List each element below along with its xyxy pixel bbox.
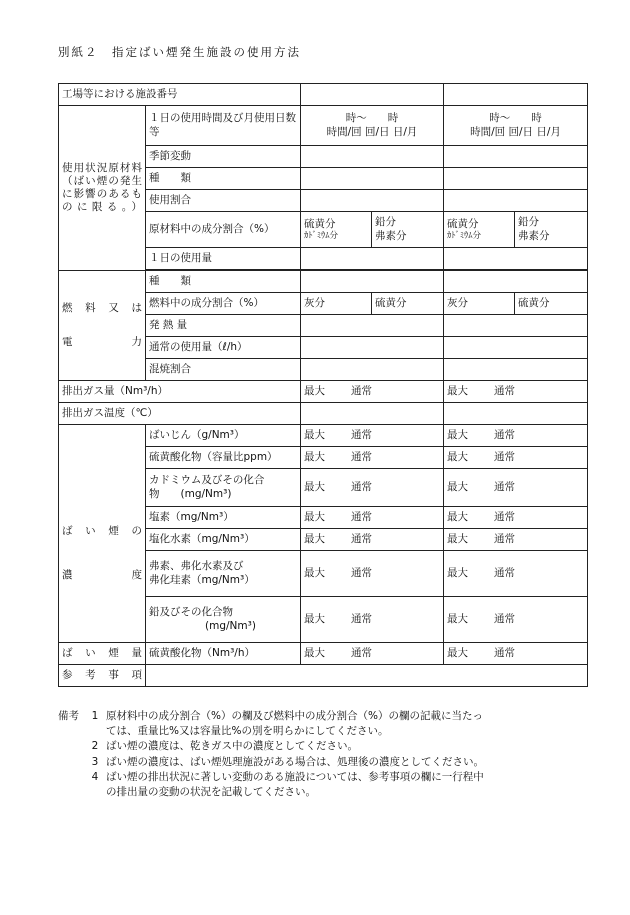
note-item: 備考 1 原材料中の成分割合（%）の欄及び燃料中の成分割合（%）の欄の記載に当たっ <box>58 709 593 724</box>
fuel-component-label: 燃料中の成分割合（%） <box>146 293 301 315</box>
facility-no-label: 工場等における施設番号 <box>59 84 301 106</box>
gas-volume-cell-2[interactable]: 最大 通常 <box>444 381 588 403</box>
hcl-cell-2[interactable]: 最大 通常 <box>444 529 588 551</box>
chlorine-cell-1[interactable]: 最大 通常 <box>301 507 444 529</box>
emission-row <box>59 643 588 665</box>
fuel-kind-label: 種 類 <box>146 271 301 293</box>
normal-use-label: 通常の使用量（ℓ/h） <box>146 337 301 359</box>
lead-label: 鉛分 <box>375 216 396 229</box>
fluorine-conc-label: 弗素、弗化水素及び 弗化珪素（mg/Nm³） <box>146 551 301 597</box>
gas-volume-label: 排出ガス量（Nm³/h） <box>59 381 301 403</box>
mix-ratio-cell-2[interactable] <box>444 359 588 381</box>
notes-label: 備考 <box>58 710 79 722</box>
fluorine-cell-1[interactable]: 最大 通常 <box>301 551 444 597</box>
sox-label: 硫黄酸化物（容量比ppm） <box>146 447 301 469</box>
material-kind-label: 種 類 <box>146 168 301 190</box>
daily-time-row <box>59 106 588 146</box>
time-units-label: 時間/回 回/日 日/月 <box>470 125 561 138</box>
sulfur-label: 硫黄分 <box>304 217 336 230</box>
calorie-cell-1[interactable] <box>301 315 444 337</box>
fuel-ash-cell-1[interactable]: 灰分 <box>301 293 372 315</box>
calorie-label: 発 熱 量 <box>146 315 301 337</box>
usage-ratio-label: 使用割合 <box>146 190 301 212</box>
fuel-kind-cell-2[interactable] <box>444 271 588 293</box>
sox-cell-2[interactable]: 最大 通常 <box>444 447 588 469</box>
component-cell-sulfur-cadmium-1[interactable] <box>301 212 372 248</box>
lead-label: 鉛分 <box>518 216 539 229</box>
fuel-kind-row <box>59 271 588 293</box>
facility-no-row <box>59 84 588 106</box>
sox-cell-1[interactable]: 最大 通常 <box>301 447 444 469</box>
cadmium-cell-2[interactable]: 最大 通常 <box>444 469 588 507</box>
season-label: 季節変動 <box>146 146 301 168</box>
emission-cell-1[interactable]: 最大 通常 <box>301 643 444 665</box>
lead-cell-2[interactable]: 最大 通常 <box>444 597 588 643</box>
dust-cell-2[interactable]: 最大 通常 <box>444 425 588 447</box>
normal-use-cell-2[interactable] <box>444 337 588 359</box>
time-range-label: 時～ 時 <box>345 112 399 125</box>
note-continuation: ては、重量比%又は容量比%の別を明らかにしてください。 <box>106 725 389 738</box>
fuel-kind-cell-1[interactable] <box>301 271 444 293</box>
lead-conc-label: 鉛及びその化合物 (mg/Nm³) <box>146 597 301 643</box>
cadmium-label: ｶﾄﾞﾐｳﾑ分 <box>304 230 339 241</box>
component-cell-sulfur-cadmium-2[interactable] <box>444 212 515 248</box>
facility-no-cell-2[interactable] <box>444 84 588 106</box>
note-item: 2 ばい煙の濃度は、乾きガス中の濃度としてください。 <box>91 740 358 753</box>
emission-category-label: ばい煙量 <box>59 643 146 665</box>
note-item: 4 ばい煙の排出状況に著しい変動のある施設については、参考事項の欄に一行程中 <box>91 770 484 783</box>
fluorine-label: 弗素分 <box>518 229 550 242</box>
hcl-label: 塩化水素（mg/Nm³） <box>146 529 301 551</box>
usage-ratio-cell-2[interactable] <box>444 190 588 212</box>
material-component-label: 原材料中の成分割合（%） <box>146 212 301 248</box>
fluorine-label: 弗素分 <box>375 229 407 242</box>
material-kind-cell-1[interactable] <box>301 168 444 190</box>
cadmium-label: ｶﾄﾞﾐｳﾑ分 <box>447 230 482 241</box>
component-cell-lead-fluorine-1[interactable] <box>372 212 444 248</box>
emission-sox-label: 硫黄酸化物（Nm³/h） <box>146 643 301 665</box>
notes <box>58 709 593 800</box>
daily-time-cell-2[interactable] <box>444 106 588 146</box>
calorie-cell-2[interactable] <box>444 315 588 337</box>
gas-temp-row <box>59 403 588 425</box>
note-item: 3 ばい煙の濃度は、ばい煙処理施設がある場合は、処理後の濃度としてください。 <box>91 755 484 768</box>
facility-no-cell-1[interactable] <box>301 84 444 106</box>
lead-cell-1[interactable]: 最大 通常 <box>301 597 444 643</box>
page-title: 別紙２ 指定ばい煙発生施設の使用方法 <box>58 45 301 59</box>
gas-volume-row <box>59 381 588 403</box>
note-continuation: の排出量の変動の状況を記載してください。 <box>106 786 316 799</box>
material-kind-cell-2[interactable] <box>444 168 588 190</box>
fuel-sulfur-cell-1[interactable]: 硫黄分 <box>372 293 444 315</box>
component-cell-lead-fluorine-2[interactable] <box>515 212 588 248</box>
fluorine-cell-2[interactable]: 最大 通常 <box>444 551 588 597</box>
dust-label: ばいじん（g/Nm³） <box>146 425 301 447</box>
smoke-category-label: ばい煙の 濃度 <box>59 425 146 643</box>
reference-label: 参考事項 <box>59 665 146 687</box>
fuel-category-label: 燃料又は 電力 <box>59 271 146 381</box>
usage-ratio-cell-1[interactable] <box>301 190 444 212</box>
cadmium-cell-1[interactable]: 最大 通常 <box>301 469 444 507</box>
mix-ratio-label: 混焼割合 <box>146 359 301 381</box>
chlorine-cell-2[interactable]: 最大 通常 <box>444 507 588 529</box>
daily-time-cell-1[interactable] <box>301 106 444 146</box>
daily-time-label: １日の使用時間及び月使用日数等 <box>146 106 301 146</box>
emission-cell-2[interactable]: 最大 通常 <box>444 643 588 665</box>
chlorine-label: 塩素（mg/Nm³） <box>146 507 301 529</box>
usage-category-label: 使用状況原材料（ばい煙の発生に影響のあるものに限る。） <box>59 106 146 271</box>
season-cell-1[interactable] <box>301 146 444 168</box>
reference-cell[interactable] <box>146 665 588 687</box>
fuel-sulfur-cell-2[interactable]: 硫黄分 <box>515 293 588 315</box>
daily-use-cell-2[interactable] <box>444 248 588 270</box>
dust-row <box>59 425 588 447</box>
facility-usage-table <box>58 83 588 687</box>
dust-cell-1[interactable]: 最大 通常 <box>301 425 444 447</box>
sulfur-label: 硫黄分 <box>447 217 479 230</box>
gas-temp-cell-2[interactable] <box>444 403 588 425</box>
daily-use-label: １日の使用量 <box>146 248 301 270</box>
time-range-label: 時～ 時 <box>489 112 542 125</box>
hcl-cell-1[interactable]: 最大 通常 <box>301 529 444 551</box>
season-cell-2[interactable] <box>444 146 588 168</box>
mix-ratio-cell-1[interactable] <box>301 359 444 381</box>
daily-use-cell-1[interactable] <box>301 248 444 270</box>
time-units-label: 時間/回 回/日 日/月 <box>326 125 418 138</box>
cadmium-conc-label: カドミウム及びその化合 物 (mg/Nm³) <box>146 469 301 507</box>
fuel-ash-cell-2[interactable]: 灰分 <box>444 293 515 315</box>
gas-temp-cell-1[interactable] <box>301 403 444 425</box>
reference-row <box>59 665 588 687</box>
gas-volume-cell-1[interactable]: 最大 通常 <box>301 381 444 403</box>
normal-use-cell-1[interactable] <box>301 337 444 359</box>
gas-temp-label: 排出ガス温度（℃） <box>59 403 301 425</box>
